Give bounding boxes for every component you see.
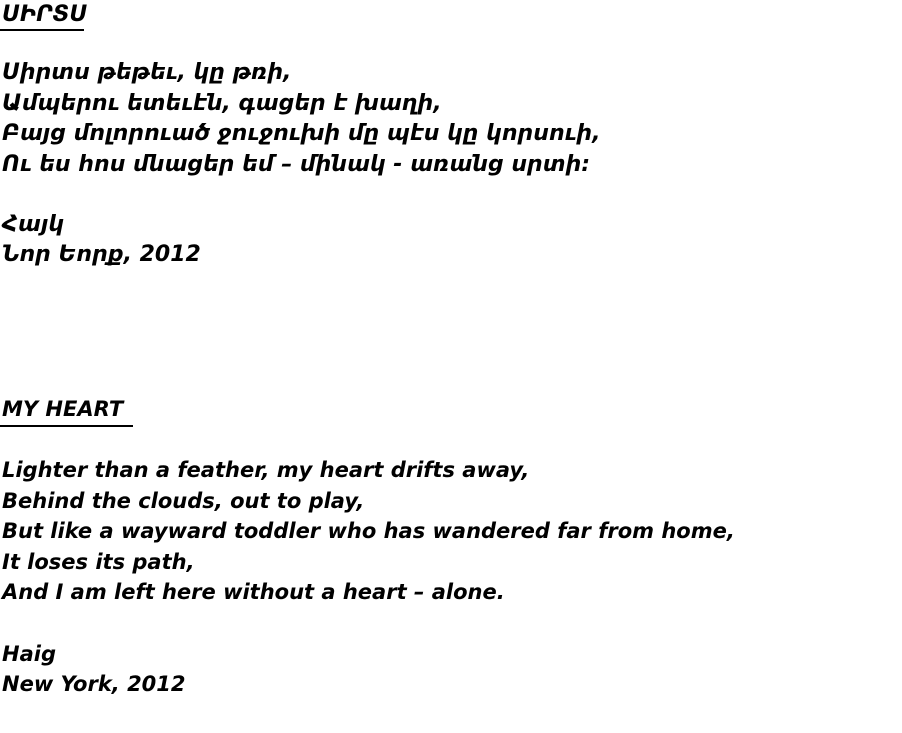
poem-line: Behind the clouds, out to play,: [2, 488, 365, 513]
poem-line: Lighter than a feather, my heart drifts away,: [2, 458, 530, 482]
armenian-poem-title: ՍԻՐՏՍ: [2, 2, 88, 27]
english-poem-stanza: [2, 455, 735, 608]
poem-line: Սիրտս թեթեւ, կը թռի,: [2, 60, 292, 85]
author-name: Haig: [2, 642, 56, 666]
armenian-title-underline: [0, 29, 84, 31]
poem-line: Ամպերու ետեւէն, գացեր է խաղի,: [2, 90, 442, 116]
english-poem-title: MY HEART: [2, 397, 124, 421]
poem-line: And I am left here without a heart – alone.: [2, 580, 505, 604]
poem-line: Ու ես հոս մնացեր եմ – մինակ - առանց սրտի։: [2, 151, 591, 177]
armenian-poem-stanza: [2, 58, 600, 180]
armenian-poem-signature: [2, 210, 201, 270]
poem-line: Բայց մոլորուած ջուջուխի մը պէս կը կորսուի,: [2, 121, 601, 146]
place-date: Նոր Եորք, 2012: [2, 242, 201, 267]
english-poem-signature: [2, 639, 186, 699]
poem-line: It loses its path,: [2, 549, 195, 574]
place-date: New York, 2012: [2, 672, 186, 696]
author-name: Հայկ: [2, 212, 65, 237]
english-title-underline: [0, 425, 133, 427]
poem-line: But like a wayward toddler who has wandered far from home,: [2, 519, 735, 543]
